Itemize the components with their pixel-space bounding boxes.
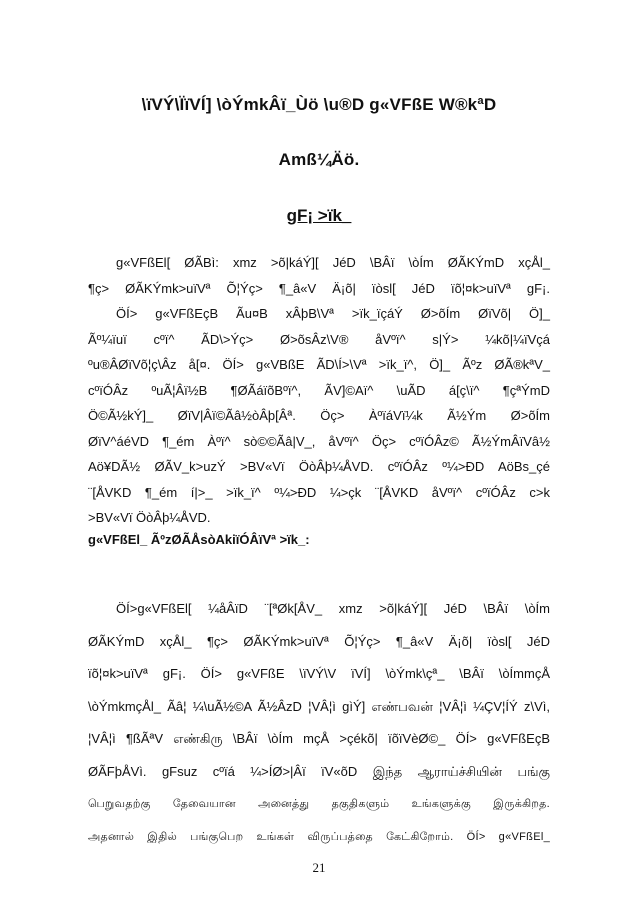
paragraph-line: Aö¥DÃ½ ØÃV_k>uzÝ >BV«Vï ÖòÂþ¼ÅVD. cºïÓÂz º¼>ÐD AöBs_çé [88,459,550,474]
paragraph-line: ºu®ÂØïVõ¦ç\Âz å[¤. ÖÍ> g«VBßE ÃD\Í>\Vª >ïk_ï^, Ö]_ Ãºz ØÃ®kªV_ [88,357,550,372]
paragraph-line: ¶ç> ØÃKÝmk>uïVª Õ¦Ýç> ¶_â«V Ä¡õ| ïòsl[ JéD ïõ¦¤k>uïVª gF¡. [88,280,550,296]
paragraph-line: ¨[ÅVKD ¶_ém í|>_ >ïk_ï^ º¼>ÐD ¼>çk ¨[ÅVKD åVºï^ cºïÓÂz c>k [88,484,550,500]
subheading: g«VFßEl_ ÃºzØÃÅsòAkiïÓÂïVª >ïk_: [88,532,310,547]
paragraph-line: ¦VÂ¦ì ¶ßÃªV எண்கிரு \BÂï \òÍm mçÅ >çékõ| ïõïVèØ©_ ÖÍ> g«VFßEçB [88,731,550,746]
paragraph-line: Ö©Ã½kÝ]_ ØïV|Âï©Ãâ½òÂþ[Âª. Öç> ÀºïáVï¼k Ã½Ým Ø>õÍm [88,408,550,423]
paragraph-line: ØÃKÝmD xçÅl_ ¶ç> ØÃKÝmk>uïVª Õ¦Ýç> ¶_â«V Ä¡õ| ïòsl[ JéD [88,633,550,649]
paragraph-1 [88,250,550,531]
paragraph-line: ÖÍ>g«VFßEl[ ¼åÂïD ¨[ªØk[ÅV_ xmz >õ|káÝ][ JéD \BÂï \òÍm [116,601,550,616]
page-number: 21 [312,860,326,875]
paragraph-line: ØÃFþÅVì. gFsuz cºïá ¼>ÍØ>|Âï ïV«õD இந்த ஆராய்ச்சியின் பங்கு [88,763,550,779]
paragraph-line: ïõ¦¤k>uïVª gF¡. ÖÍ> g«VFßE \ïVÝ\V ïVÍ] \òÝmk\çª_ \BÂï \òÍmmçÅ [88,666,550,681]
document-title-line-1: \ïVÝ\ÏïVÍ] \òÝmkÂï_Ùö \u®D g«VFßE W®kªD [141,95,497,114]
paragraph-line: Ãº¼ïuï cºï^ ÃD\>Ýç> Ø>õsÂz\V® åVºï^ s|Ý> ¼kõ|¼ïVçá [88,331,550,347]
paragraph-line: அதனால் இதில் பங்குபெற உங்கள் விருப்பத்தை கேட்கிறோம். ÖÍ> g«VFßEl_ [88,830,550,843]
paragraph-line: ÖÍ> g«VFßEçB Ãu¤B xÂþB\Vª >ïk_ïçáÝ Ø>õÍm ØïVõ| Ö]_ [116,306,550,321]
paragraph-line: ØïV^áéVD ¶_ém Àºï^ sò©©Ãâ|V_, åVºï^ Öç> cºïÓÂz© Ã½ÝmÂïVâ½ [88,433,550,449]
paragraph-line: பெறுவதற்கு தேவையான அனைத்து தகுதிகளும் உங்களுக்கு இருக்கிறத. [88,798,550,810]
section-heading: gF¡ >ïk_ [286,206,352,225]
paragraph-line: g«VFßEl[ ØÃBì: xmz >õ|káÝ][ JéD \BÂï \òÍm ØÃKÝmD xçÅl_ [116,255,550,270]
paragraph-line: cºïÓÂz ºuÃ¦Âï½B ¶ØÃáïõBºï^, ÃV]©Aï^ \uÃD á[ç\ï^ ¶çªÝmD [88,382,550,398]
paragraph-line: >BV«Vï ÖòÂþ¼ÅVD. [88,510,211,525]
paragraph-line: \òÝmkmçÅl_ Ãâ¦ ¼\uÃ½©A Ã½ÂzD ¦VÂ¦ì gìÝ] எண்பவன் ¦VÂ¦ì ¼ÇV¦ÍÝ z\Vì, [88,698,550,714]
document-title-line-2: Amß¼Äö. [278,150,360,169]
paragraph-2 [88,593,550,853]
